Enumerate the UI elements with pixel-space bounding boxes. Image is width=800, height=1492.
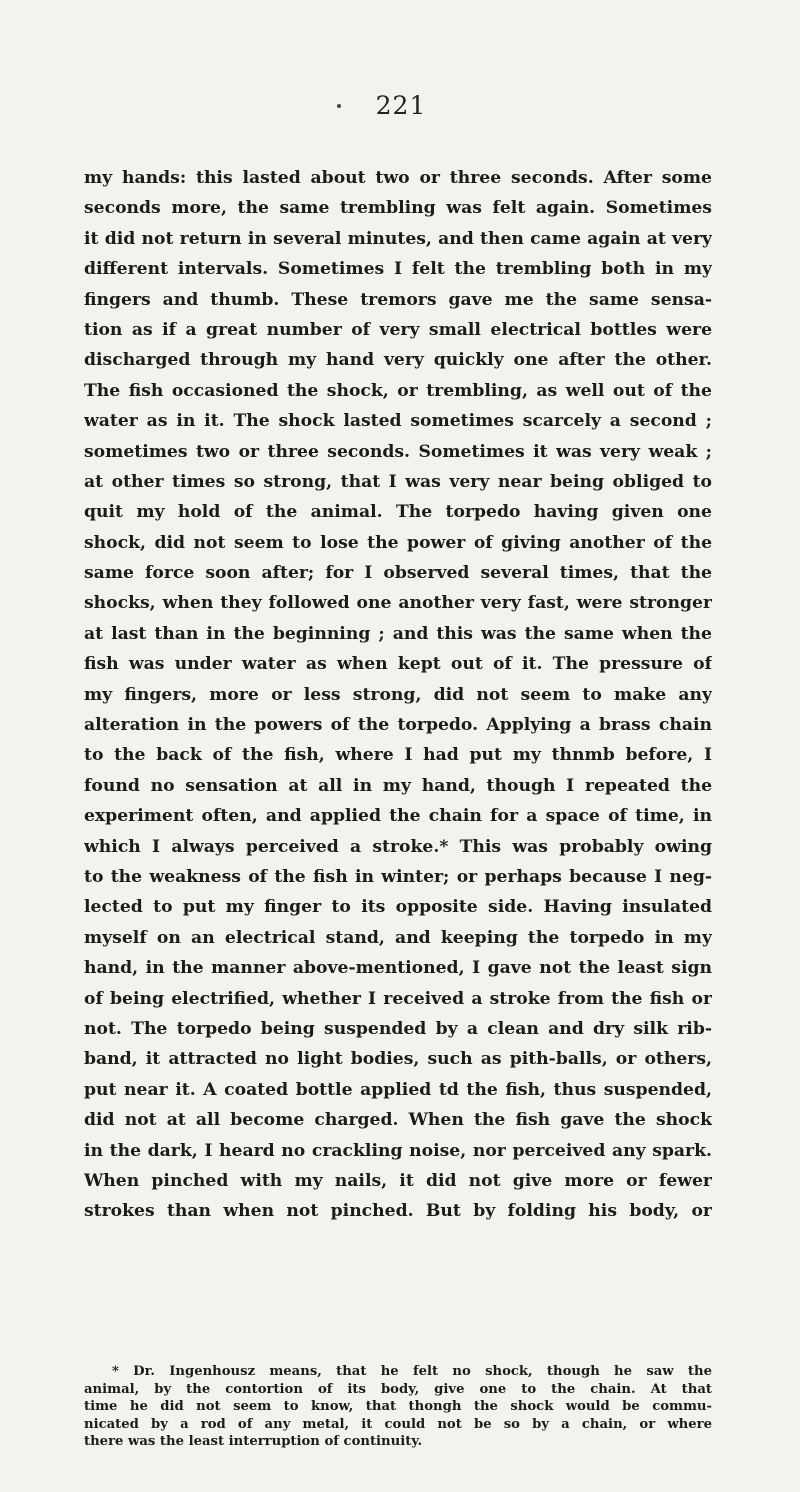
- text-line: put near it. A coated bottle applied td the fish, thus suspended,: [84, 1079, 712, 1100]
- footnote-line: there was the least interruption of continuity.: [84, 1434, 423, 1450]
- printer-mark: [337, 104, 341, 108]
- text-line: same force soon after; for I observed several times, that the: [84, 563, 712, 584]
- text-line: shock, did not seem to lose the power of giving another of the: [84, 532, 712, 553]
- body-text: [84, 163, 712, 1227]
- text-line: in the dark, I heard no crackling noise, nor perceived any spark.: [84, 1140, 712, 1161]
- text-line: fish was under water as when kept out of it. The pressure of: [84, 654, 712, 675]
- text-line: shocks, when they followed one another very fast, were stronger: [84, 593, 712, 614]
- text-line: different intervals. Sometimes I felt the trembling both in my: [84, 259, 712, 280]
- text-line: at other times so strong, that I was very near being obliged to: [84, 471, 712, 492]
- footnote-line: time he did not seem to know, that thongh the shock would be commu-: [84, 1399, 712, 1415]
- footnote-line: animal, by the contortion of its body, give one to the chain. At that: [84, 1381, 712, 1397]
- text-line: sometimes two or three seconds. Sometimes it was very weak ;: [84, 441, 712, 462]
- text-line: The fish occasioned the shock, or trembling, as well out of the: [84, 380, 712, 401]
- text-line: myself on an electrical stand, and keeping the torpedo in my: [84, 927, 712, 948]
- text-line: of being electrified, whether I received a stroke from the fish or: [84, 988, 712, 1009]
- text-line: did not at all become charged. When the fish gave the shock: [84, 1110, 712, 1131]
- text-line: strokes than when not pinched. But by folding his body, or: [84, 1201, 712, 1222]
- text-line: tion as if a great number of very small electrical bottles were: [84, 319, 712, 340]
- text-line: When pinched with my nails, it did not give more or fewer: [84, 1170, 712, 1191]
- footnote-line: * Dr. Ingenhousz means, that he felt no shock, though he saw the: [112, 1364, 712, 1379]
- text-line: experiment often, and applied the chain for a space of time, in: [84, 806, 712, 827]
- text-line: hand, in the manner above-mentioned, I gave not the least sign: [84, 958, 712, 979]
- text-line: it did not return in several minutes, and then came again at very: [84, 228, 712, 249]
- text-line: alteration in the powers of the torpedo. Applying a brass chain: [84, 715, 712, 736]
- text-line: to the weakness of the fish in winter; or perhaps because I neg-: [84, 866, 712, 887]
- text-line: not. The torpedo being suspended by a clean and dry silk rib-: [84, 1018, 712, 1039]
- text-line: to the back of the fish, where I had put my thnmb before, I: [84, 745, 712, 766]
- text-line: at last than in the beginning ; and this was the same when the: [84, 623, 712, 644]
- page-number: 221: [375, 91, 427, 120]
- text-line: water as in it. The shock lasted sometimes scarcely a second ;: [84, 411, 712, 432]
- footnote-line: nicated by a rod of any metal, it could not be so by a chain, or where: [84, 1416, 712, 1432]
- text-line: lected to put my finger to its opposite side. Having insulated: [84, 897, 712, 918]
- text-line: discharged through my hand very quickly one after the other.: [84, 350, 712, 371]
- text-line: band, it attracted no light bodies, such as pith-balls, or others,: [84, 1049, 712, 1070]
- text-line: my hands: this lasted about two or three seconds. After some: [84, 168, 712, 188]
- text-line: which I always perceived a stroke.* This was probably owing: [84, 836, 712, 857]
- footnote: [84, 1363, 712, 1451]
- text-line: quit my hold of the animal. The torpedo having given one: [84, 502, 712, 523]
- text-line: fingers and thumb. These tremors gave me the same sensa-: [84, 289, 712, 310]
- text-line: found no sensation at all in my hand, though I repeated the: [84, 775, 712, 796]
- text-line: my fingers, more or less strong, did not seem to make any: [84, 684, 712, 705]
- text-line: seconds more, the same trembling was felt again. Sometimes: [84, 198, 712, 219]
